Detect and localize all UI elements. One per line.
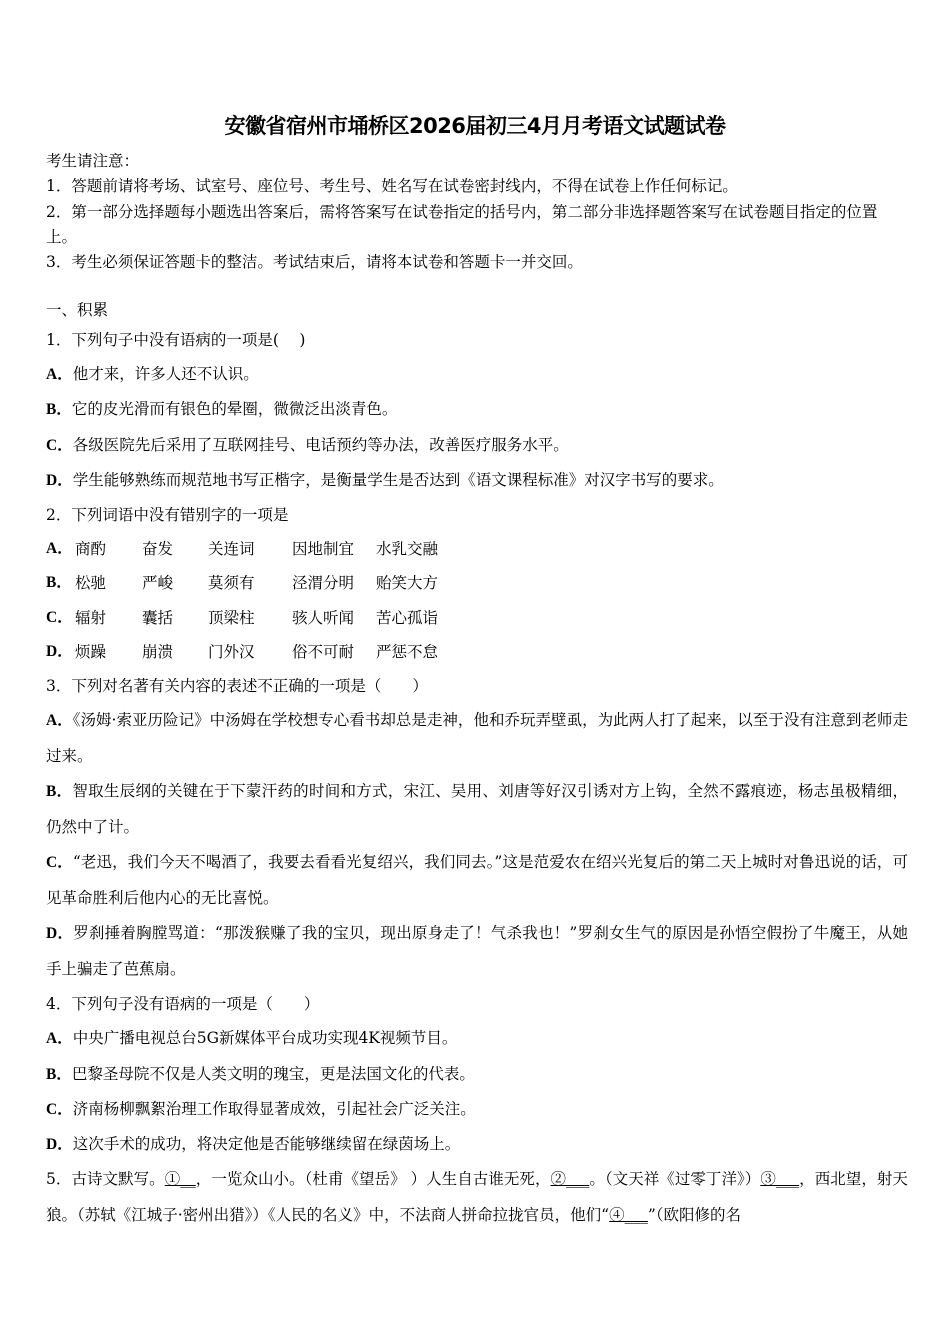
option-label: C． bbox=[46, 436, 73, 454]
option-text: 巴黎圣母院不仅是人类文明的瑰宝，更是法国文化的代表。 bbox=[71, 1064, 475, 1083]
question-5 bbox=[46, 1162, 908, 1233]
option-label: A． bbox=[46, 540, 73, 558]
option-a bbox=[46, 703, 908, 774]
option-text: 各级医院先后采用了互联网挂号、电话预约等办法，改善医疗服务水平。 bbox=[72, 435, 569, 454]
question-stem: 4．下列句子没有语病的一项是（ ） bbox=[46, 995, 320, 1014]
page-title: 安徽省宿州市埇桥区2026届初三4月月考语文试题试卷 bbox=[224, 114, 726, 138]
blank-3: ③___ bbox=[760, 1170, 800, 1189]
option-c bbox=[46, 428, 908, 463]
option-label: C． bbox=[46, 1100, 73, 1118]
option-b bbox=[46, 1057, 908, 1092]
option-c bbox=[46, 601, 908, 635]
word: 严峻 bbox=[142, 574, 174, 593]
option-label: D． bbox=[46, 1136, 73, 1154]
option-b bbox=[46, 774, 908, 845]
word: 顶梁柱 bbox=[208, 608, 255, 627]
option-d bbox=[46, 635, 908, 669]
note-item: 1．答题前请将考场、试室号、座位号、考生号、姓名写在试卷密封线内，不得在试卷上作任何标记。 bbox=[46, 177, 738, 196]
option-a bbox=[46, 532, 908, 566]
word: 贻笑大方 bbox=[376, 574, 439, 593]
option-text: “老迅，我们今天不喝酒了，我要去看看光复绍兴，我们同去。”这是范爱农在绍兴光复后的第二天上城时对鲁迅说的话，可见革命胜利后他内心的无比喜悦。 bbox=[46, 853, 908, 907]
option-d bbox=[46, 463, 908, 498]
option-c bbox=[46, 845, 908, 916]
question-stem: 3．下列对名著有关内容的表述不正确的一项是（ ） bbox=[46, 677, 428, 696]
option-text: 《汤姆·索亚历险记》中汤姆在学校想专心看书却总是走神，他和乔玩弄壁虱，为此两人打了起来，以至于没有注意到老师走过来。 bbox=[46, 711, 908, 765]
option-label: C． bbox=[46, 854, 73, 872]
word: 门外汉 bbox=[208, 642, 255, 661]
option-label: B． bbox=[46, 401, 72, 419]
blank-2: ②___ bbox=[550, 1170, 590, 1189]
blank-1: ①__ bbox=[164, 1170, 196, 1189]
word: 奋发 bbox=[142, 540, 174, 559]
option-label: D． bbox=[46, 925, 74, 943]
option-b bbox=[46, 392, 908, 427]
section-heading: 一、积累 bbox=[46, 301, 109, 319]
question-text: ，西北望，射天狼。（苏轼《江城子·密州出猎》）《人民的名义》中，不法商人拼命拉拢官员，他们“ bbox=[46, 1170, 908, 1224]
exam-notes bbox=[46, 149, 908, 275]
word: 泾渭分明 bbox=[292, 574, 355, 593]
notes-heading: 考生请注意： bbox=[46, 152, 140, 170]
note-item: 3．考生必须保证答题卡的整洁。考试结束后，请将本试卷和答题卡一并交回。 bbox=[46, 253, 583, 272]
option-text: 他才来，许多人还不认识。 bbox=[72, 365, 259, 384]
question-3 bbox=[46, 669, 908, 987]
word: 松驰 bbox=[75, 574, 107, 593]
word: 骇人听闻 bbox=[292, 608, 355, 627]
question-stem: 1．下列句子中没有语病的一项是( ) bbox=[46, 331, 306, 349]
word: 因地制宜 bbox=[292, 540, 355, 559]
option-text: 罗刹捶着胸膛骂道：“那泼猴赚了我的宝贝，现出原身走了！气杀我也！”罗刹女生气的原因是孙悟空假扮了牛魔王，从她手上骗走了芭蕉扇。 bbox=[46, 924, 908, 978]
option-text: 中央广播电视总台5G新媒体平台成功实现4K视频节目。 bbox=[72, 1029, 458, 1048]
word: 苦心孤诣 bbox=[376, 608, 439, 627]
option-label: D． bbox=[46, 471, 73, 489]
option-d bbox=[46, 916, 908, 987]
option-b bbox=[46, 566, 908, 600]
question-stem: 2．下列词语中没有错别字的一项是 bbox=[46, 506, 289, 525]
option-label: A． bbox=[46, 712, 73, 730]
option-label: A． bbox=[46, 1030, 73, 1048]
question-4 bbox=[46, 987, 908, 1162]
option-a bbox=[46, 357, 908, 392]
option-label: A． bbox=[46, 366, 73, 384]
option-label: C． bbox=[46, 608, 73, 626]
word: 烦躁 bbox=[75, 642, 107, 661]
question-text: 。（文天祥《过零丁洋》） bbox=[589, 1170, 761, 1189]
word: 辐射 bbox=[75, 608, 107, 627]
option-a bbox=[46, 1021, 908, 1056]
option-text: 这次手术的成功，将决定他是否能够继续留在绿茵场上。 bbox=[72, 1135, 461, 1154]
word: 水乳交融 bbox=[376, 540, 439, 559]
question-text: ”（欧阳修的名 bbox=[647, 1205, 742, 1224]
question-text: ，一览众山小。（杜甫《望岳》 ）人生自古谁无死， bbox=[195, 1170, 551, 1189]
question-1 bbox=[46, 323, 908, 498]
word: 俗不可耐 bbox=[292, 642, 355, 661]
option-label: D． bbox=[46, 642, 73, 660]
word: 商酌 bbox=[75, 540, 107, 559]
question-stem: 5．古诗文默写。 bbox=[46, 1170, 165, 1189]
option-label: B． bbox=[46, 783, 73, 801]
blank-4: ④___ bbox=[609, 1205, 648, 1224]
questions bbox=[46, 298, 908, 1233]
word: 崩溃 bbox=[142, 642, 174, 661]
option-label: B． bbox=[46, 574, 72, 592]
note-item: 2．第一部分选择题每小题选出答案后，需将答案写在试卷指定的括号内，第二部分非选择题答案写在试卷题目指定的位置上。 bbox=[46, 202, 878, 246]
option-d bbox=[46, 1127, 908, 1162]
option-c bbox=[46, 1092, 908, 1127]
option-text: 学生能够熟练而规范地书写正楷字，是衡量学生是否达到《语文课程标准》对汉字书写的要求。 bbox=[72, 470, 724, 489]
question-2 bbox=[46, 498, 908, 669]
word: 严惩不怠 bbox=[376, 642, 439, 661]
word: 莫须有 bbox=[208, 574, 255, 593]
option-text: 它的皮光滑而有银色的晕圈，微微泛出淡青色。 bbox=[71, 400, 398, 419]
option-text: 济南杨柳飘絮治理工作取得显著成效，引起社会广泛关注。 bbox=[72, 1099, 476, 1118]
option-text: 智取生辰纲的关键在于下蒙汗药的时间和方式，宋江、吴用、刘唐等好汉引诱对方上钩，全然不露痕迹，杨志虽极精细，仍然中了计。 bbox=[46, 782, 908, 836]
word: 囊括 bbox=[142, 608, 174, 627]
word: 关连词 bbox=[208, 540, 255, 559]
option-label: B． bbox=[46, 1065, 72, 1083]
